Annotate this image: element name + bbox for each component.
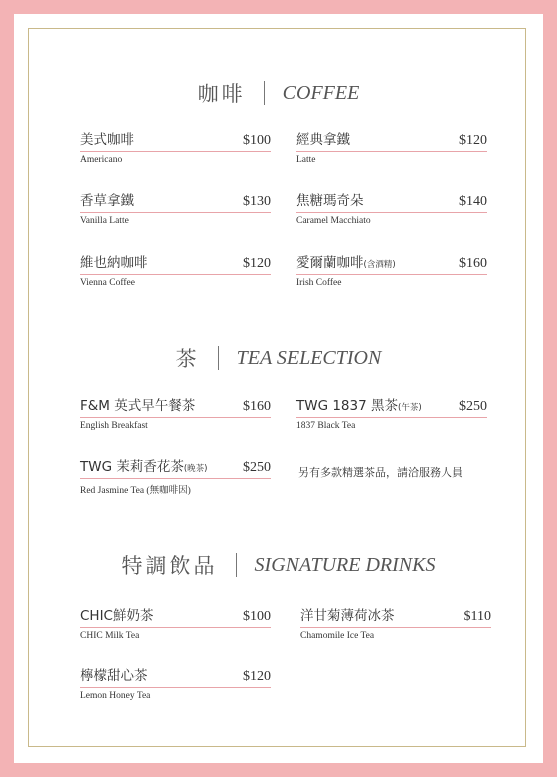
item-name	[80, 455, 208, 475]
item-name: F&M 英式早午餐茶	[80, 398, 196, 414]
item-english: CHIC Milk Tea	[80, 631, 140, 641]
item-price: $100	[243, 609, 271, 624]
item-english: Caramel Macchiato	[296, 216, 371, 226]
item-name: 香草拿鐵	[80, 193, 134, 209]
title-divider	[264, 81, 265, 105]
item-name-text: 愛爾蘭咖啡	[296, 255, 364, 271]
item-name: 美式咖啡	[80, 132, 134, 148]
menu-item	[296, 251, 487, 288]
menu-item	[80, 604, 271, 641]
title-divider	[236, 553, 237, 577]
menu-item	[296, 128, 487, 165]
item-name-text: TWG 茉莉香花茶	[80, 459, 184, 475]
item-name-note: (含酒精)	[363, 260, 396, 270]
item-price: $140	[459, 194, 487, 209]
coffee-section-title	[0, 78, 557, 108]
item-price: $120	[459, 133, 487, 148]
menu-item	[80, 128, 271, 165]
item-english: Chamomile Ice Tea	[300, 631, 375, 641]
item-english: 1837 Black Tea	[296, 421, 356, 431]
signature-title-cn: 特調飲品	[121, 554, 218, 578]
item-english: Vanilla Latte	[80, 216, 129, 226]
item-english: Lemon Honey Tea	[80, 691, 151, 701]
signature-title-en: SIGNATURE DRINKS	[254, 553, 436, 576]
item-price: $100	[243, 133, 271, 148]
menu-item	[296, 189, 487, 226]
item-name-text: TWG 1837 黑茶	[296, 398, 398, 414]
item-price: $250	[243, 460, 271, 475]
menu-item	[80, 189, 271, 226]
tea-note: 另有多款精選茶品，請洽服務人員	[298, 466, 463, 479]
menu-item	[80, 664, 271, 701]
item-english: Red Jasmine Tea (無咖啡因)	[80, 486, 191, 496]
item-price: $120	[243, 669, 271, 684]
tea-title-en: TEA SELECTION	[236, 346, 382, 369]
item-english: Vienna Coffee	[80, 278, 135, 288]
item-english: English Breakfast	[80, 421, 148, 431]
item-name: 洋甘菊薄荷冰茶	[300, 608, 395, 624]
item-name	[296, 394, 422, 414]
item-name: CHIC鮮奶茶	[80, 608, 154, 624]
item-price: $110	[463, 609, 491, 624]
menu-item	[80, 394, 271, 431]
item-price: $160	[459, 256, 487, 271]
item-price: $120	[243, 256, 271, 271]
item-english: Latte	[296, 155, 316, 165]
item-price: $250	[459, 399, 487, 414]
menu-item	[80, 455, 271, 496]
item-name: 經典拿鐵	[296, 132, 350, 148]
coffee-title-cn: 咖啡	[197, 82, 246, 106]
menu-item	[296, 394, 487, 431]
menu-item	[80, 251, 271, 288]
item-price: $160	[243, 399, 271, 414]
menu-item	[300, 604, 491, 641]
item-name: 檸檬甜心茶	[80, 668, 148, 684]
item-price: $130	[243, 194, 271, 209]
item-name: 維也納咖啡	[80, 255, 148, 271]
tea-section-title	[0, 343, 557, 373]
item-english: Irish Coffee	[296, 278, 342, 288]
tea-title-cn: 茶	[175, 347, 200, 371]
item-name-note: (午茶)	[398, 403, 422, 413]
coffee-title-en: COFFEE	[282, 81, 360, 104]
title-divider	[218, 346, 219, 370]
item-name-note: (晚茶)	[183, 464, 208, 474]
item-english: Americano	[80, 155, 123, 165]
signature-section-title	[0, 550, 557, 580]
item-name	[296, 251, 396, 271]
item-name: 焦糖瑪奇朵	[296, 193, 364, 209]
